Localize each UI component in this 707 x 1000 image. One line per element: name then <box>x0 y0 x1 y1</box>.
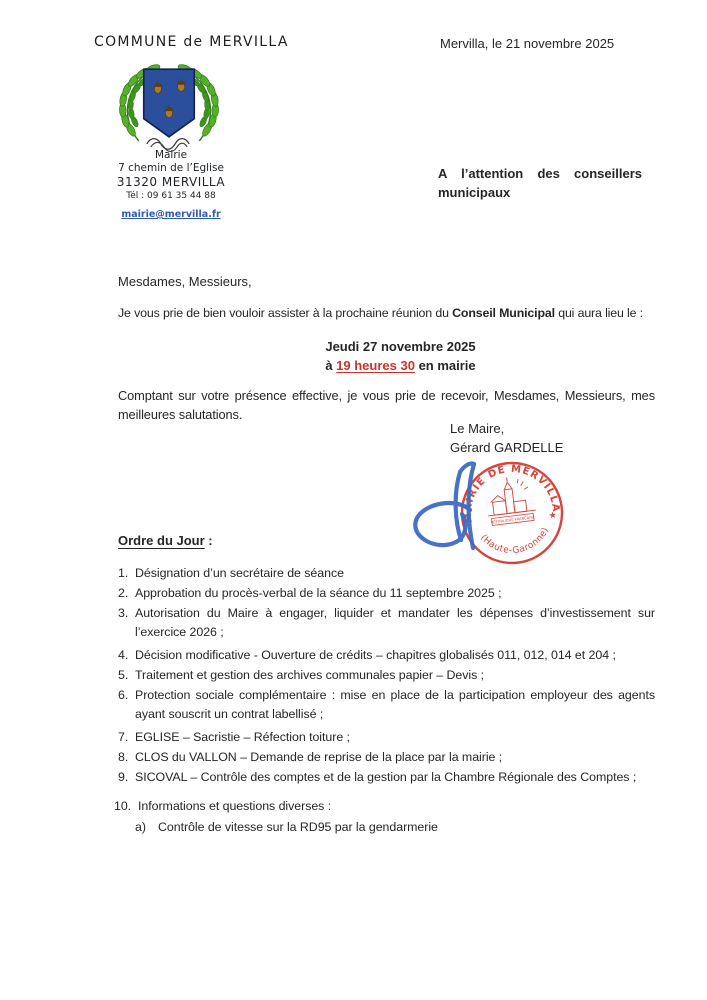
agenda-item-number: 6. <box>118 688 129 702</box>
agenda-heading-colon: : <box>204 533 213 548</box>
stamp-arc-bottom-text: (Haute-Garonne) <box>478 525 552 557</box>
agenda-item-number: 8. <box>118 750 129 764</box>
agenda-item <box>118 584 655 603</box>
meeting-time: 19 heures 30 <box>336 357 415 373</box>
date-line: Mervilla, le 21 novembre 2025 <box>440 36 615 51</box>
signer-title: Le Maire, <box>450 421 505 436</box>
agenda-item <box>118 604 655 642</box>
meeting-time-line <box>132 357 669 376</box>
agenda-subitem-a <box>118 818 655 837</box>
address-line: Mairie <box>154 149 188 161</box>
agenda-item <box>118 748 655 767</box>
agenda-item-number: 4. <box>118 648 129 662</box>
agenda-item-text: EGLISE – Sacristie – Réfection toiture ; <box>135 730 350 744</box>
agenda-item-number: 7. <box>118 730 129 744</box>
agenda-item-number: 10. <box>114 799 132 813</box>
meeting-date: Jeudi 27 novembre 2025 <box>325 339 476 354</box>
agenda-item-text: Approbation du procès-verbal de la séance du 11 septembre 2025 ; <box>135 586 502 600</box>
mairie-address-block <box>103 149 239 221</box>
agenda-item-text: SICOVAL – Contrôle des comptes et de la gestion par la Chambre Régionale des Comptes ; <box>135 770 637 784</box>
agenda-heading-text: Ordre du Jour <box>118 533 205 548</box>
intro-paragraph <box>118 306 643 320</box>
agenda-item-10 <box>114 797 655 816</box>
commune-title: COMMUNE de MERVILLA <box>94 34 289 50</box>
agenda-subitem-text: Contrôle de vitesse sur la RD95 par la gendarmerie <box>158 820 438 834</box>
agenda-subitem-letter: a) <box>135 820 146 834</box>
intro-before: Je vous prie de bien vouloir assister à la prochaine réunion du <box>118 306 453 320</box>
signature-icon <box>415 463 474 548</box>
agenda-item <box>118 666 655 685</box>
agenda-item-text: Informations et questions diverses : <box>138 799 332 813</box>
stamp-and-signature <box>396 456 591 576</box>
agenda-item <box>118 728 655 747</box>
meeting-time-prefix: à <box>325 357 337 373</box>
salutation: Mesdames, Messieurs, <box>118 274 252 289</box>
agenda-item-text: Traitement et gestion des archives communales papier – Devis ; <box>135 668 485 682</box>
agenda-item-number: 5. <box>118 668 129 682</box>
agenda-item-number: 2. <box>118 586 129 600</box>
agenda-item-number: 9. <box>118 770 129 784</box>
attention-line: A l’attention des conseillers municipaux <box>438 166 642 200</box>
agenda-item-text: Autorisation du Maire à engager, liquider et mandater les dépenses d’investissement sur l’exercice 2026 ; <box>135 606 655 639</box>
intro-after: qui aura lieu le : <box>554 306 643 320</box>
agenda-list <box>114 564 655 838</box>
stamp-banner-text: RÉPUBLIQUE FRANÇAISE <box>490 515 535 525</box>
agenda-item-number: 1. <box>118 566 129 580</box>
address-phone: Tél : 09 61 35 44 88 <box>126 191 216 201</box>
commune-crest-icon <box>104 56 234 152</box>
agenda-item <box>118 564 655 583</box>
agenda-item <box>118 646 655 665</box>
address-line: 7 chemin de l’Eglise <box>118 162 224 174</box>
agenda-item-text: Protection sociale complémentaire : mise en place de la participation employeur des agents ayant souscrit un contrat labellisé ; <box>135 688 655 721</box>
closing-paragraph: Comptant sur votre présence effective, je vous prie de recevoir, Mesdames, Messieurs, mes meilleures salutations. <box>118 388 655 422</box>
intro-bold: Conseil Municipal <box>452 306 555 320</box>
stamp-arc-top-text: MAIRIE DE MERVILLA <box>462 463 562 524</box>
agenda-item <box>118 768 655 787</box>
svg-text:(Haute-Garonne) <box>477 525 553 560</box>
signer-name: Gérard GARDELLE <box>450 439 564 455</box>
signer-block <box>450 420 563 457</box>
meeting-time-suffix: en mairie <box>414 357 476 373</box>
agenda-item-number: 3. <box>118 606 129 620</box>
meeting-announcement <box>132 338 669 375</box>
agenda-heading <box>118 533 213 548</box>
agenda-item-text: Décision modificative - Ouverture de crédits – chapitres globalisés 011, 012, 014 et 204 ; <box>135 648 616 662</box>
email-link[interactable]: mairie@mervilla.fr <box>121 209 221 220</box>
agenda-item-text: CLOS du VALLON – Demande de reprise de la place par la mairie ; <box>135 750 503 764</box>
agenda-item-text: Désignation d’un secrétaire de séance <box>135 566 344 580</box>
stamp-star-icon: ★ <box>547 509 558 521</box>
address-line: 31320 MERVILLA <box>116 175 226 189</box>
agenda-item <box>118 686 655 724</box>
